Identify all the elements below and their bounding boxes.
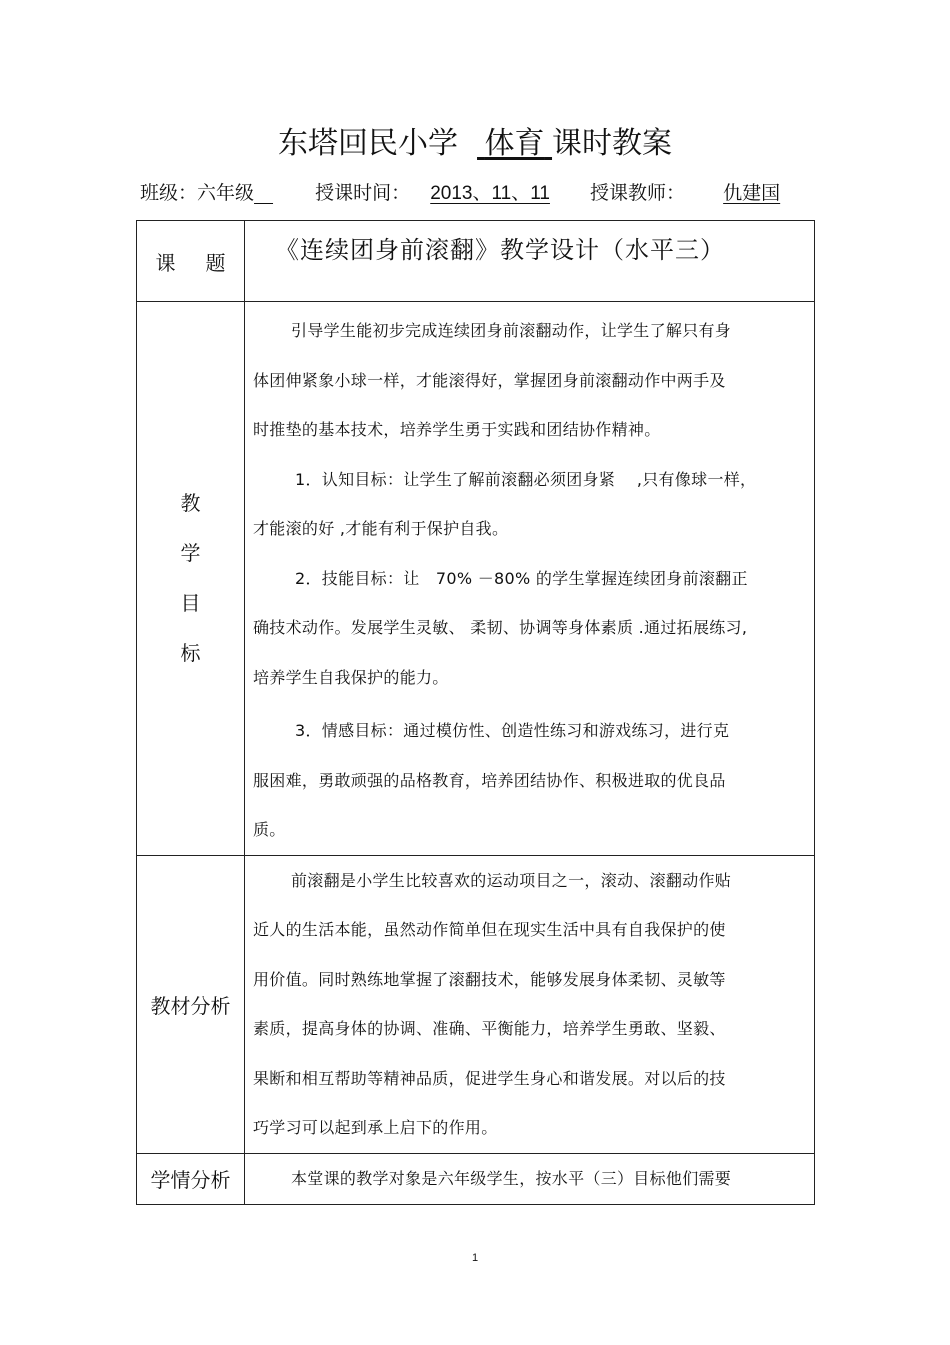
material-line: 近人的生活本能，虽然动作简单但在现实生活中具有自我保护的使 — [253, 920, 726, 939]
goals-line: 时推垫的基本技术，培养学生勇于实践和团结协作精神。 — [253, 420, 661, 439]
students-content — [245, 1153, 815, 1204]
students-label: 学情分析 — [137, 1153, 245, 1204]
material-content — [245, 855, 815, 1153]
page-title — [0, 122, 950, 166]
teacher-value: 仇建国 — [723, 182, 781, 204]
topic-label: 课 题 — [137, 221, 245, 302]
goals-content — [245, 302, 815, 856]
goals-line: 服困难，勇敢顽强的品格教育，培养团结协作、积极进取的优良品 — [253, 770, 726, 790]
goals-line: 才能滚的好 ,才能有利于保护自我。 — [253, 519, 509, 538]
goals-line: 2．技能目标：让 70% －80% 的学生掌握连续团身前滚翻正 — [295, 568, 748, 588]
material-label: 教材分析 — [137, 855, 245, 1153]
material-line: 巧学习可以起到承上启下的作用。 — [253, 1118, 498, 1137]
goals-line: 1．认知目标：让学生了解前滚翻必须团身紧 ,只有像球一样， — [295, 469, 757, 489]
goals-line: 确技术动作。发展学生灵敏、 柔韧、协调等身体素质 .通过拓展练习, — [253, 618, 748, 637]
teacher-label: 授课教师： — [590, 182, 686, 204]
material-line: 前滚翻是小学生比较喜欢的运动项目之一，滚动、滚翻动作贴 — [291, 870, 732, 890]
class-value: 六年级 — [197, 182, 255, 204]
topic-row — [137, 221, 815, 302]
students-row — [137, 1153, 815, 1204]
page-number: 1 — [471, 1252, 479, 1264]
material-line: 果断和相互帮助等精神品质，促进学生身心和谐发展。对以后的技 — [253, 1068, 726, 1088]
goals-line: 引导学生能初步完成连续团身前滚翻动作，让学生了解只有身 — [291, 321, 732, 340]
school-name: 东塔回民小学 — [277, 126, 458, 161]
class-label: 班级： — [140, 182, 198, 204]
topic-value: 《连续团身前滚翻》教学设计（水平三） — [245, 221, 815, 302]
time-value: 2013、11、11 — [430, 183, 550, 204]
time-label: 授课时间： — [315, 182, 411, 204]
goals-row — [137, 302, 815, 856]
goals-line: 培养学生自我保护的能力。 — [253, 667, 449, 687]
material-line: 用价值。同时熟练地掌握了滚翻技术，能够发展身体柔韧、灵敏等 — [253, 969, 726, 989]
lesson-info — [140, 178, 820, 209]
goals-line: 体团伸紧象小球一样，才能滚得好，掌握团身前滚翻动作中两手及 — [253, 370, 726, 390]
lesson-plan-table — [136, 220, 815, 1205]
subject-name: 体育 — [484, 126, 545, 161]
goals-label: 教 学 目 标 — [137, 302, 245, 856]
material-line: 素质，提高身体的协调、准确、平衡能力，培养学生勇敢、坚毅、 — [253, 1019, 726, 1038]
doc-type: 课时教案 — [552, 126, 673, 161]
goals-line: 3．情感目标：通过模仿性、创造性练习和游戏练习，进行克 — [295, 721, 730, 740]
material-row — [137, 855, 815, 1153]
students-line: 本堂课的教学对象是六年级学生，按水平（三）目标他们需要 — [291, 1168, 732, 1188]
goals-line: 质。 — [253, 820, 286, 839]
